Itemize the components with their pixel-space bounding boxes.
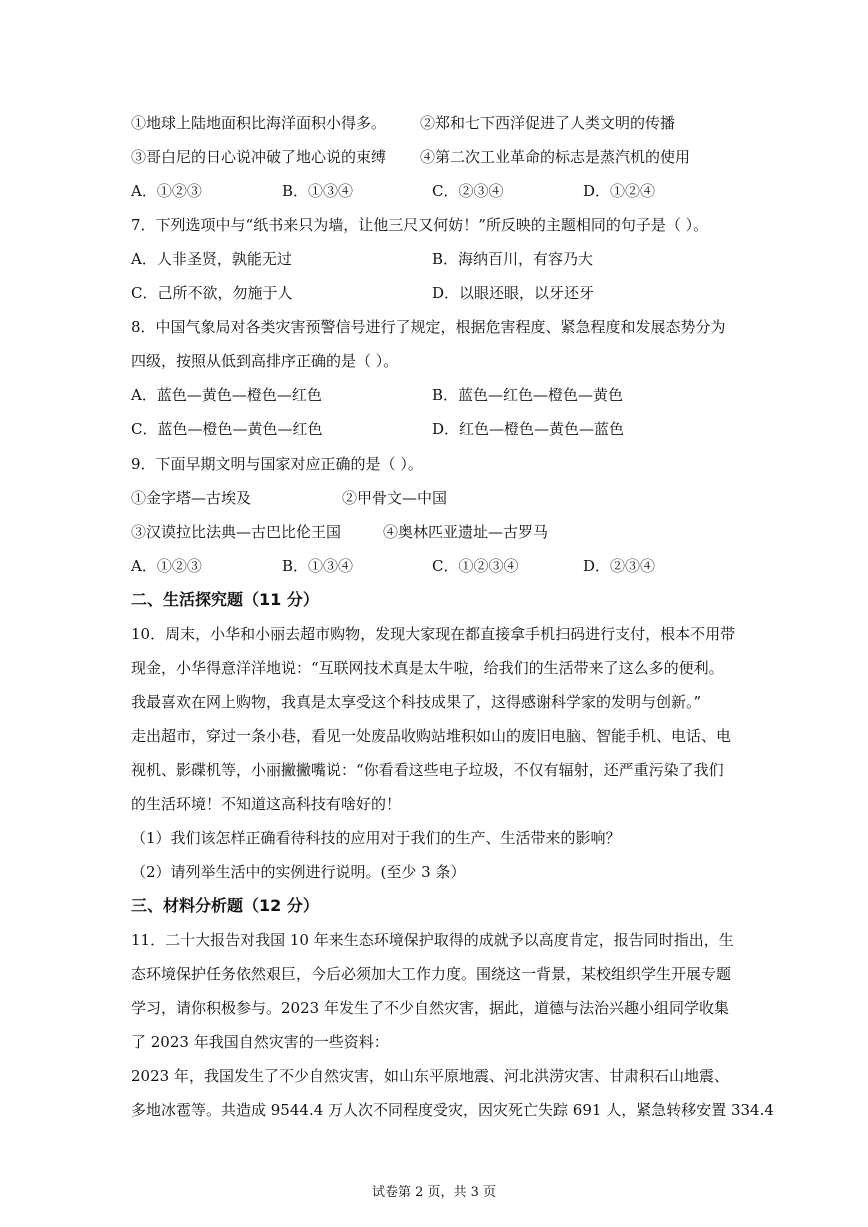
- q11-line-1: 11．二十大报告对我国 10 年来生态环境保护取得的成就予以高度肯定，报告同时指出，生: [131, 931, 734, 949]
- q6-item-2: ②郑和七下西洋促进了人类文明的传播: [420, 114, 676, 132]
- q6-item-3: ③哥白尼的日心说冲破了地心说的束缚: [131, 148, 387, 166]
- q10-line-2: 现金，小华得意洋洋地说：“互联网技术真是太牛啦，给我们的生活带来了这么多的便利。: [131, 659, 724, 677]
- q9-option-d: D．②③④: [583, 557, 656, 575]
- q8-option-d: D．红色—橙色—黄色—蓝色: [432, 420, 625, 438]
- q11-line-6: 多地冰雹等。共造成 9544.4 万人次不同程度受灾，因灾死亡失踪 691 人，紧急转移安置 334.4: [131, 1101, 774, 1119]
- q7-option-b: B．海纳百川，有容乃大: [432, 250, 594, 268]
- q8-option-c: C．蓝色—橙色—黄色—红色: [131, 420, 323, 438]
- q9-option-b: B．①③④: [282, 557, 354, 575]
- q8-option-a: A．蓝色—黄色—橙色—红色: [131, 386, 322, 404]
- q8-stem-line-1: 8．中国气象局对各类灾害预警信号进行了规定，根据危害程度、紧急程度和发展态势分为: [131, 318, 726, 336]
- q10-line-6: 的生活环境！不知道这高科技有啥好的！: [131, 795, 402, 813]
- page-footer: 试卷第 2 页，共 3 页: [371, 1185, 497, 1200]
- q10-line-5: 视机、影碟机等，小丽撇撇嘴说：“你看看这些电子垃圾，不仅有辐射，还严重污染了我们: [131, 761, 724, 779]
- q6-option-d: D．①②④: [583, 182, 656, 200]
- q6-option-a: A．①②③: [131, 182, 202, 200]
- q8-option-b: B．蓝色—红色—橙色—黄色: [432, 386, 624, 404]
- q11-line-2: 态环境保护任务依然艰巨，今后必须加大工作力度。围绕这一背景，某校组织学生开展专题: [131, 965, 732, 983]
- q11-line-3: 学习，请你积极参与。2023 年发生了不少自然灾害，据此，道德与法治兴趣小组同学收集: [131, 999, 729, 1017]
- section-2-heading: 二、生活探究题（11 分）: [131, 590, 319, 609]
- q6-item-1: ①地球上陆地面积比海洋面积小得多。: [131, 114, 387, 132]
- q9-item-2: ②甲骨文—中国: [342, 489, 448, 507]
- q10-sub-question-1: （1）我们该怎样正确看待科技的应用对于我们的生产、生活带来的影响？: [131, 829, 621, 847]
- q6-option-c: C．②③④: [432, 182, 504, 200]
- q9-item-4: ④奥林匹亚遗址—古罗马: [383, 523, 549, 541]
- q10-line-4: 走出超市，穿过一条小巷，看见一处废品收购站堆积如山的废旧电脑、智能手机、电话、电: [131, 727, 732, 745]
- q7-option-c: C．己所不欲，勿施于人: [131, 284, 293, 302]
- q8-stem-line-2: 四级，按照从低到高排序正确的是（ ）。: [131, 352, 399, 370]
- q9-item-1: ①金字塔—古埃及: [131, 489, 252, 507]
- q9-stem: 9．下面早期文明与国家对应正确的是（ ）。: [131, 455, 423, 473]
- q6-item-4: ④第二次工业革命的标志是蒸汽机的使用: [420, 148, 691, 166]
- q7-option-a: A．人非圣贤，孰能无过: [131, 250, 292, 268]
- q10-sub-question-2: （2）请列举生活中的实例进行说明。(至少 3 条）: [131, 863, 466, 881]
- q11-line-4: 了 2023 年我国自然灾害的一些资料：: [131, 1033, 389, 1051]
- q9-item-3: ③汉谟拉比法典—古巴比伦王国: [131, 523, 342, 541]
- q9-option-a: A．①②③: [131, 557, 202, 575]
- q10-line-1: 10．周末，小华和小丽去超市购物，发现大家现在都直接拿手机扫码进行支付，根本不用带: [131, 625, 736, 643]
- section-3-heading: 三、材料分析题（12 分）: [131, 896, 319, 915]
- q6-option-b: B．①③④: [282, 182, 354, 200]
- q7-stem: 7．下列选项中与“纸书来只为墙，让他三尺又何妨！”所反映的主题相同的句子是（ ）。: [131, 216, 709, 234]
- q10-line-3: 我最喜欢在网上购物，我真是太享受这个科技成果了，这得感谢科学家的发明与创新。”: [131, 693, 702, 711]
- q9-option-c: C．①②③④: [432, 557, 519, 575]
- q7-option-d: D．以眼还眼，以牙还牙: [432, 284, 595, 302]
- q11-line-5: 2023 年，我国发生了不少自然灾害，如山东平原地震、河北洪涝灾害、甘肃积石山地震、: [131, 1067, 729, 1085]
